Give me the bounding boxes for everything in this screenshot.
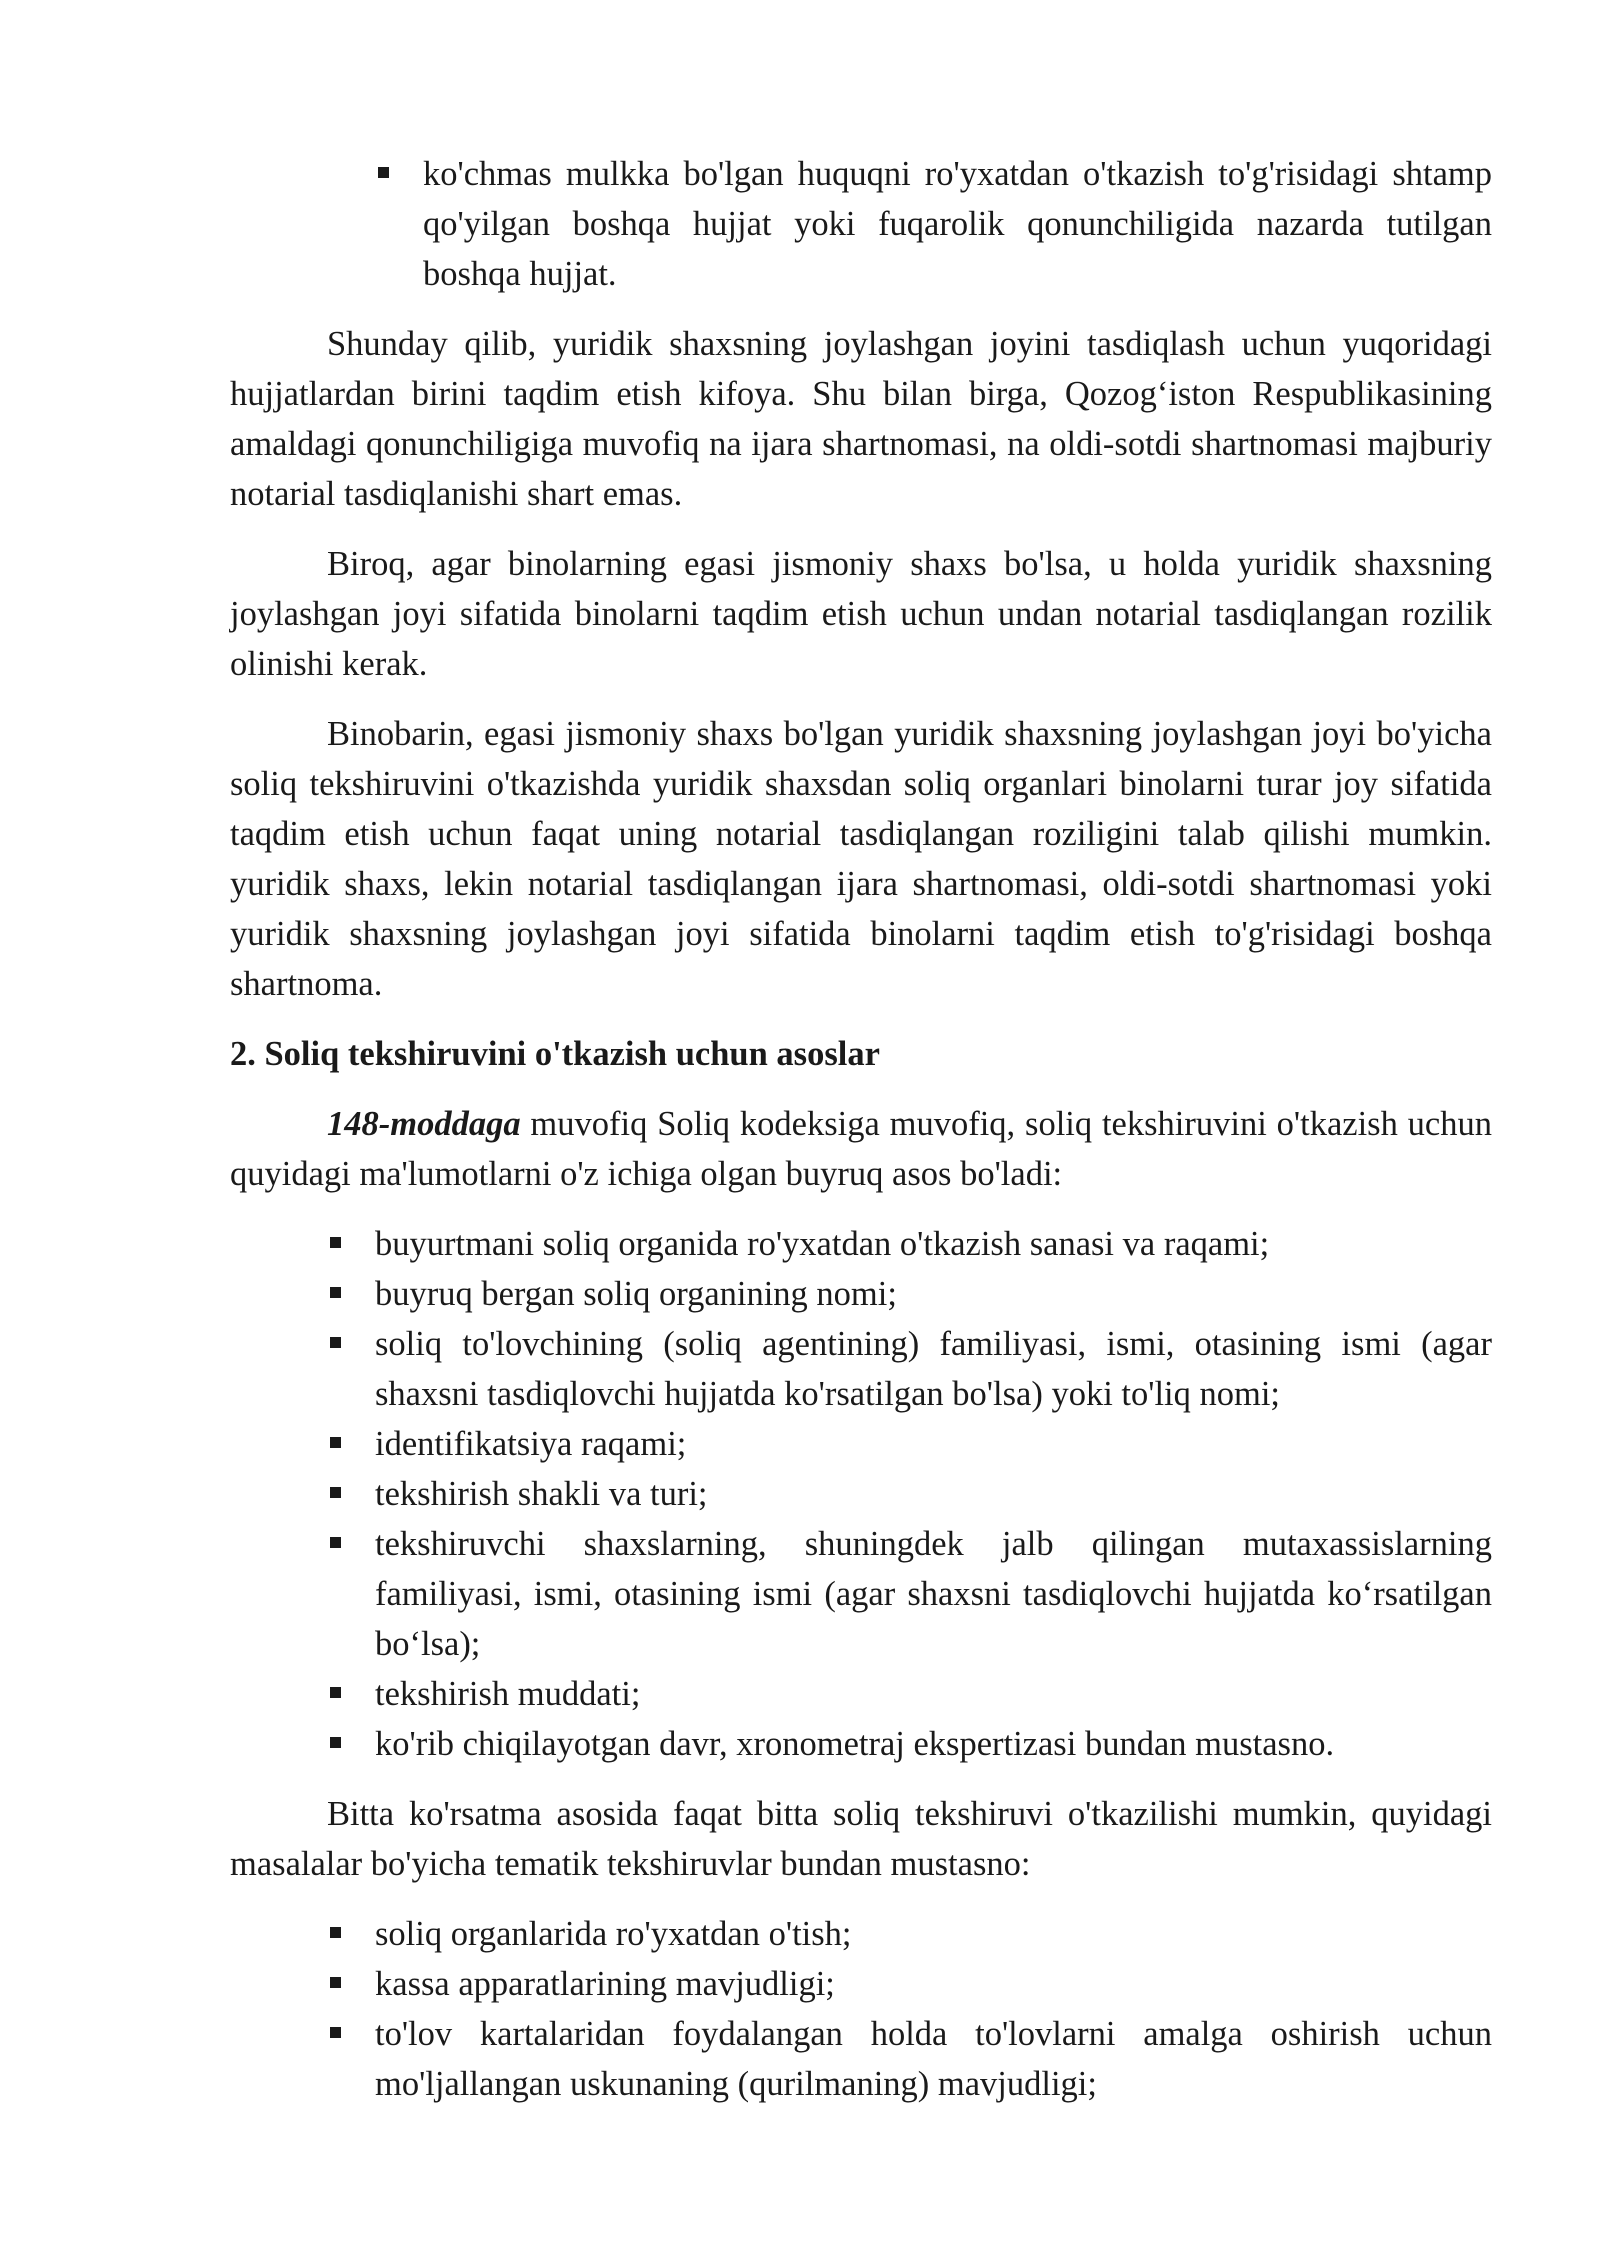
list-item-text: tekshirish muddati;	[375, 1675, 641, 1713]
list-item-text: identifikatsiya raqami;	[375, 1425, 687, 1463]
list-item-text: soliq organlarida ro'yxatdan o'tish;	[375, 1915, 852, 1953]
bullet-icon	[330, 2027, 341, 2038]
list-item	[375, 1719, 1492, 1769]
list-item	[375, 1469, 1492, 1519]
list-item	[375, 2009, 1492, 2109]
bullet-icon	[330, 1927, 341, 1938]
bullet-icon	[330, 1437, 341, 1448]
bullet-icon	[330, 1237, 341, 1248]
bullet-icon	[330, 1487, 341, 1498]
page-content	[230, 149, 1492, 2109]
list-item	[375, 1219, 1492, 1269]
list-item	[375, 1959, 1492, 2009]
order-requirements-list	[375, 1219, 1492, 1769]
paragraph-4	[230, 1099, 1492, 1199]
thematic-checks-list	[375, 1909, 1492, 2109]
list-item	[423, 149, 1492, 299]
paragraph-1: Shunday qilib, yuridik shaxsning joylashgan joyini tasdiqlash uchun yuqoridagi hujjatlardan birini taqdim etish kifoya. Shu bilan birga, Qozog‘iston Respublikasining amaldagi qonunchiligiga muvofiq na ijara shartnomasi, na oldi-sotdi shartnomasi majburiy notarial tasdiqlanishi shart emas.	[230, 325, 1492, 513]
paragraph-4-text: muvofiq Soliq kodeksiga muvofiq, soliq tekshiruvini o'tkazish uchun quyidagi ma'lumotlarni o'z ichiga olgan buyruq asos bo'ladi:	[230, 1105, 1492, 1193]
list-item-text: soliq to'lovchining (soliq agentining) familiyasi, ismi, otasining ismi (agar shaxsni tasdiqlovchi hujjatda ko'rsatilgan bo'lsa) yoki to'liq nomi;	[375, 1325, 1492, 1413]
bullet-icon	[330, 1687, 341, 1698]
bullet-icon	[330, 1337, 341, 1348]
list-item	[375, 1419, 1492, 1469]
list-item-text: tekshiruvchi shaxslarning, shuningdek jalb qilingan mutaxassislarning familiyasi, ismi, otasining ismi (agar shaxsni tasdiqlovchi hujjatda ko‘rsatilgan bo‘lsa);	[375, 1525, 1492, 1663]
list-item	[375, 1519, 1492, 1669]
bullet-icon	[330, 1537, 341, 1548]
paragraph-3: Binobarin, egasi jismoniy shaxs bo'lgan yuridik shaxsning joylashgan joyi bo'yicha soliq tekshiruvini o'tkazishda yuridik shaxsdan soliq organlari binolarni turar joy sifatida taqdim etish uchun faqat uning notarial tasdiqlangan roziligini talab qilishi mumkin. yuridik shaxs, lekin notarial tasdiqlangan ijara shartnomasi, oldi-sotdi shartnomasi yoki yuridik shaxsning joylashgan joyi sifatida binolarni taqdim etish to'g'risidagi boshqa shartnoma.	[230, 715, 1492, 1003]
bullet-icon	[330, 1737, 341, 1748]
paragraph-2: Biroq, agar binolarning egasi jismoniy shaxs bo'lsa, u holda yuridik shaxsning joylashgan joyi sifatida binolarni taqdim etish uchun undan notarial tasdiqlangan rozilik olinishi kerak.	[230, 545, 1492, 683]
list-item	[375, 1669, 1492, 1719]
list-item-text: tekshirish shakli va turi;	[375, 1475, 708, 1513]
bullet-icon	[378, 167, 389, 178]
list-item-text: ko'rib chiqilayotgan davr, xronometraj ekspertizasi bundan mustasno.	[375, 1725, 1335, 1763]
bullet-icon	[330, 1977, 341, 1988]
list-item-text: to'lov kartalaridan foydalangan holda to'lovlarni amalga oshirish uchun mo'ljallangan uskunaning (qurilmaning) mavjudligi;	[375, 2015, 1492, 2103]
section-heading: 2. Soliq tekshiruvini o'tkazish uchun asoslar	[230, 1035, 880, 1073]
list-item-text: ko'chmas mulkka bo'lgan huquqni ro'yxatdan o'tkazish to'g'risidagi shtamp qo'yilgan boshqa hujjat yoki fuqarolik qonunchiligida nazarda tutilgan boshqa hujjat.	[423, 155, 1492, 293]
article-reference: 148-moddaga	[327, 1105, 521, 1143]
list-item	[375, 1319, 1492, 1419]
list-item-text: kassa apparatlarining mavjudligi;	[375, 1965, 835, 2003]
list-item-text: buyurtmani soliq organida ro'yxatdan o'tkazish sanasi va raqami;	[375, 1225, 1270, 1263]
top-bullet-list	[423, 149, 1492, 299]
list-item	[375, 1269, 1492, 1319]
list-item	[375, 1909, 1492, 1959]
list-item-text: buyruq bergan soliq organining nomi;	[375, 1275, 897, 1313]
bullet-icon	[330, 1287, 341, 1298]
paragraph-5: Bitta ko'rsatma asosida faqat bitta soliq tekshiruvi o'tkazilishi mumkin, quyidagi masalalar bo'yicha tematik tekshiruvlar bundan mustasno:	[230, 1795, 1492, 1883]
